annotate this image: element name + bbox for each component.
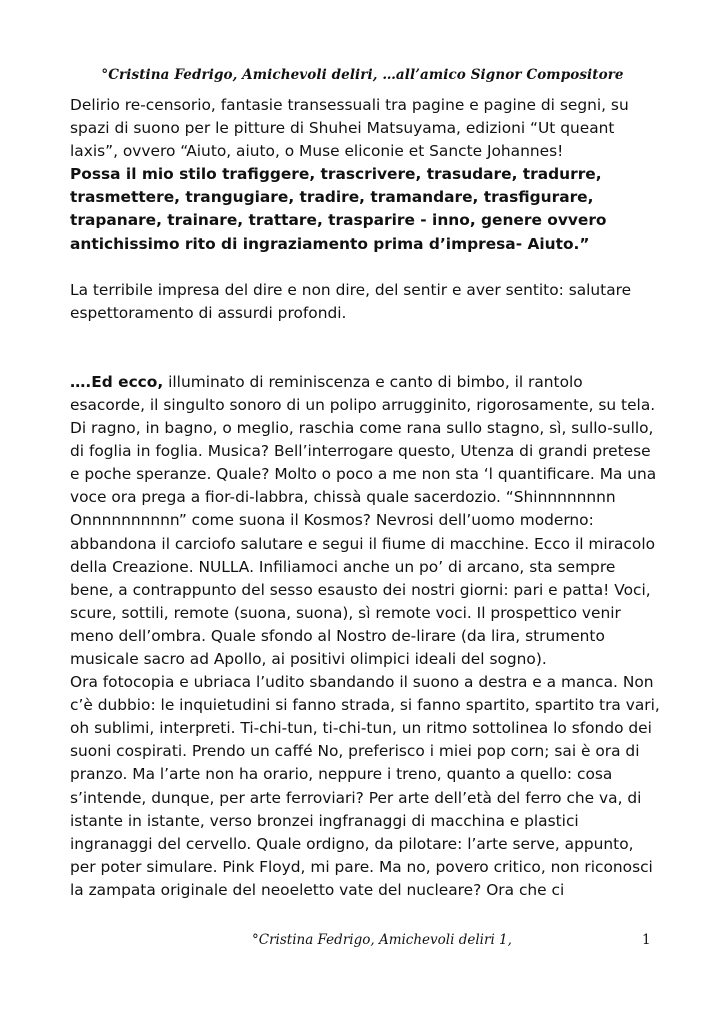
impresa-paragraph: La terribile impresa del dire e non dire, del sentir e aver sentito: salutare espettoramento di assurdi profondi. — [70, 280, 632, 322]
page-header: °Cristina Fedrigo, Amichevoli deliri, …all’amico Signor Compositore — [101, 67, 624, 83]
ecco-lead-in: ….Ed ecco, — [70, 372, 164, 391]
invocation-paragraph: Possa il mio stilo trafiggere, trascrivere, trasudare, tradurre, trasmettere, trangugiare, tradire, tramandare, trasfigurare, trapanare, trainare, trattare, trasparire - inno, genere ovvero antichissimo rito di ingraziamento prima d’impresa- Aiuto.” — [70, 165, 607, 253]
ecco-paragraph — [70, 371, 660, 671]
ecco-text: illuminato di reminiscenza e canto di bimbo, il rantolo esacorde, il singulto sonoro di un polipo arrugginito, rigorosamente, su tela. Di ragno, in bagno, o meglio, raschia come rana sullo stagno, sì, sullo-sullo, di foglia in foglia. Musica? Bell’interrogare questo, Utenza di grandi pretese e poche speranze. Quale? Molto o poco a me non sta ‘l quantificare. Ma una voce ora prega a fior-di-labbra, chissà quale sacerdozio. “Shinnnnnnnn Onnnnnnnnnn” come suona il Kosmos? Nevrosi dell’uomo moderno: abbandona il carciofo salutare e segui il fiume di macchine. Ecco il miracolo della Creazione. NULLA. Infiliamoci anche un po’ di arcano, sta sempre bene, a contrappunto del sesso esausto dei nostri giorni: pari e patta! Voci, scure, sottili, remote (suona, suona), sì remote voci. Il prospettico venir meno dell’ombra. Quale sfondo al Nostro de-lirare (da lira, strumento musicale sacro ad Apollo, ai positivi olimpici ideali del sogno). — [70, 372, 657, 668]
paragraph-spacer — [70, 256, 660, 279]
fotocopia-paragraph: Ora fotocopia e ubriaca l’udito sbandando il suono a destra e a manca. Non c’è dubbio: le inquietudini si fanno strada, si fanno spartito, spartito tra vari, oh sublimi, interpreti. Ti-chi-tun, ti-chi-tun, un ritmo sottolinea lo sfondo dei suoni cospirati. Prendo un caffé No, preferisco i miei pop corn; sai è ora di pranzo. Ma l’arte non ha orario, neppure i treno, quanto a quello: cosa s’intende, dunque, per arte ferroviari? Per arte dell’età del ferro che va, di istante in istante, verso bronzei ingfranaggi di macchina e plastici ingranaggi del cervello. Quale ordigno, da pilotare: l’arte serve, appunto, per poter simulare. Pink Floyd, mi pare. Ma no, povero critico, non riconosci la zampata originale del neoeletto vate del nucleare? Ora che ci — [70, 673, 660, 899]
document-body — [70, 94, 660, 902]
intro-paragraph: Delirio re-censorio, fantasie transessuali tra pagine e pagine di segni, su spazi di suono per le pitture di Shuhei Matsuyama, edizioni “Ut queant laxis”, ovvero “Aiuto, aiuto, o Muse eliconie et Sancte Johannes! — [70, 96, 629, 161]
page-number: 1 — [642, 932, 651, 948]
page-footer: °Cristina Fedrigo, Amichevoli deliri 1, — [252, 932, 512, 948]
paragraph-spacer — [70, 325, 660, 371]
